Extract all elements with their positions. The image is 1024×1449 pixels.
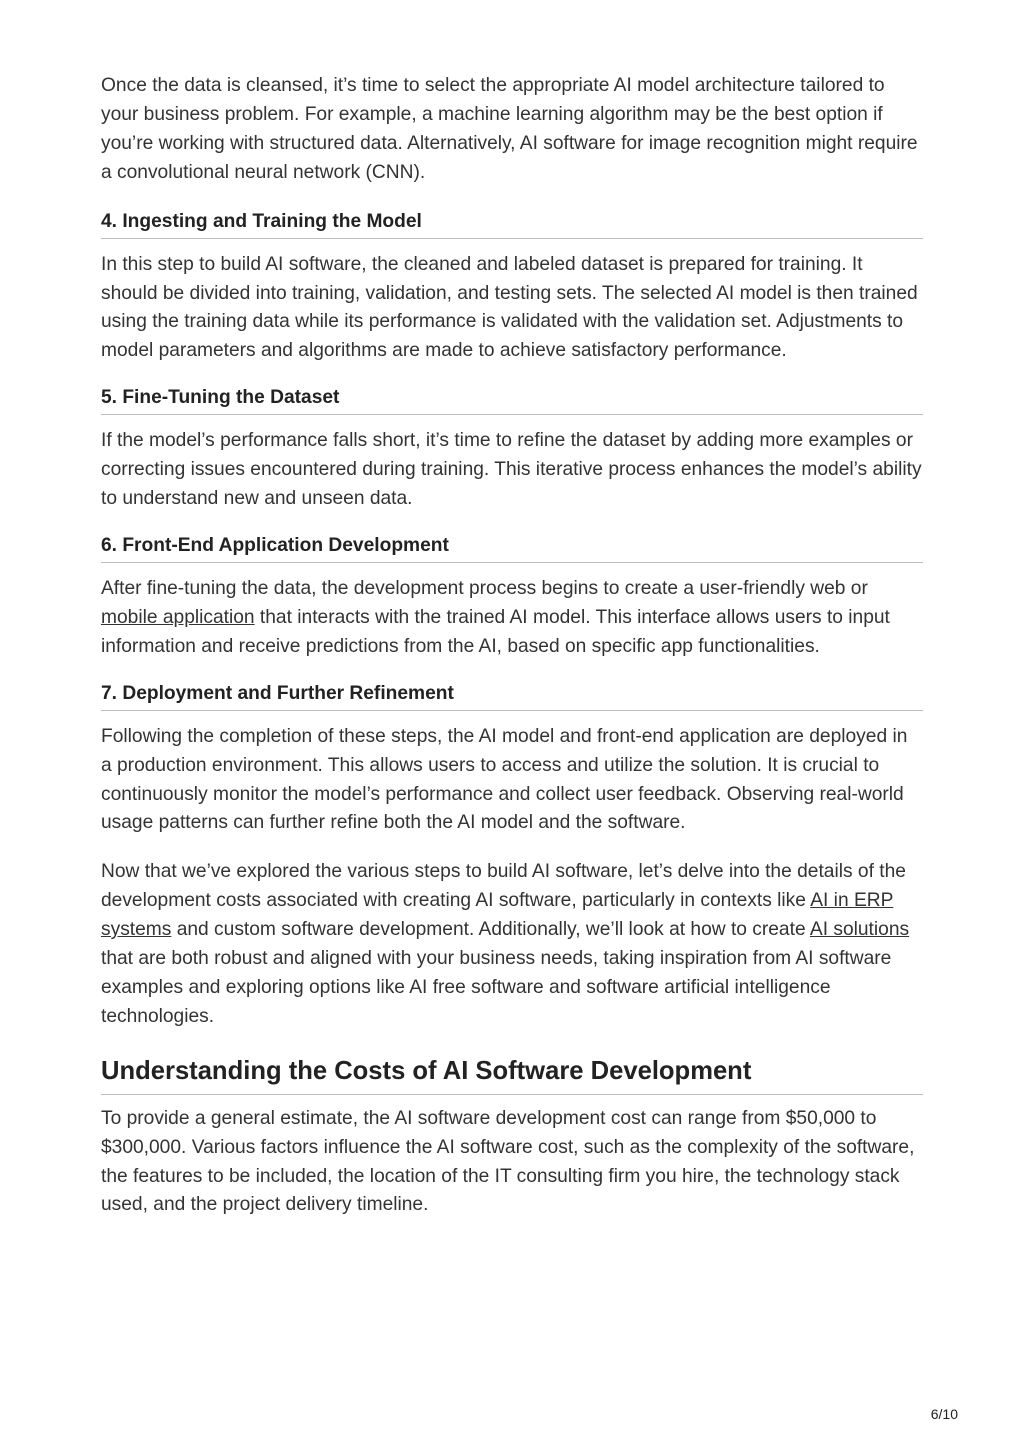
section-body: In this step to build AI software, the cleaned and labeled dataset is prepared for training. It should be divided into training, validation, and testing sets. The selected AI model is then trained using the training data while its performance is validated with the validation set. Adjustments to model parameters and algorithms are made to achieve satisfactory performance.: [101, 253, 918, 362]
section-deployment: [101, 682, 923, 839]
intro-paragraph: Once the data is cleansed, it’s time to select the appropriate AI model architecture tailored to your business problem. For example, a machine learning algorithm may be the best option if you’re working with structured data. Alternatively, AI software for image recognition might require a convolutional neural network (CNN).: [101, 75, 918, 183]
section-body: If the model’s performance falls short, it’s time to refine the dataset by adding more examples or correcting issues encountered during training. This iterative process enhances the model’s ability to understand new and unseen data.: [101, 430, 922, 510]
section-fine-tuning: [101, 386, 923, 514]
body-text: and custom software development. Additionally, we’ll look at how to create: [171, 919, 810, 941]
section-front-end-development: [101, 534, 923, 662]
section-body: Following the completion of these steps, the AI model and front-end application are deployed in a production environment. This allows users to access and utilize the solution. It is crucial to continuously monitor the model’s performance and collect user feedback. Observing real-world usage patterns can further refine both the AI model and the software.: [101, 725, 908, 834]
section-heading: 4. Ingesting and Training the Model: [101, 210, 923, 239]
section-body: [101, 575, 923, 662]
ai-solutions-link[interactable]: AI solutions: [809, 919, 910, 941]
body-text: that are both robust and aligned with your business needs, taking inspiration from AI software examples and exploring options like AI free software and software artificial intelligence technologies.: [101, 948, 892, 1027]
section-ingesting-training: [101, 210, 923, 367]
page-number: 6/10: [930, 1406, 958, 1422]
document-page: [101, 72, 923, 1220]
section-heading: 5. Fine-Tuning the Dataset: [101, 386, 923, 415]
section-heading: 7. Deployment and Further Refinement: [101, 682, 923, 711]
costs-paragraph: To provide a general estimate, the AI software development cost can range from $50,000 to $300,000. Various factors influence the AI software cost, such as the complexity of the software, the features to be included, the location of the IT consulting firm you hire, the technology stack used, and the project delivery timeline.: [101, 1107, 915, 1216]
transition-paragraph: [101, 858, 923, 1031]
ai-in-erp-link[interactable]: AI in ERP systems: [101, 890, 894, 941]
costs-heading: Understanding the Costs of AI Software Development: [101, 1054, 923, 1095]
section-heading: 6. Front-End Application Development: [101, 534, 923, 563]
body-text: that interacts with the trained AI model. This interface allows users to input information and receive predictions from the AI, based on specific app functionalities.: [101, 606, 890, 657]
mobile-application-link[interactable]: mobile application: [101, 606, 255, 628]
body-text: After fine-tuning the data, the development process begins to create a user-friendly web or: [101, 577, 868, 599]
body-text: Now that we’ve explored the various steps to build AI software, let’s delve into the details of the development costs associated with creating AI software, particularly in contexts like: [101, 861, 906, 912]
